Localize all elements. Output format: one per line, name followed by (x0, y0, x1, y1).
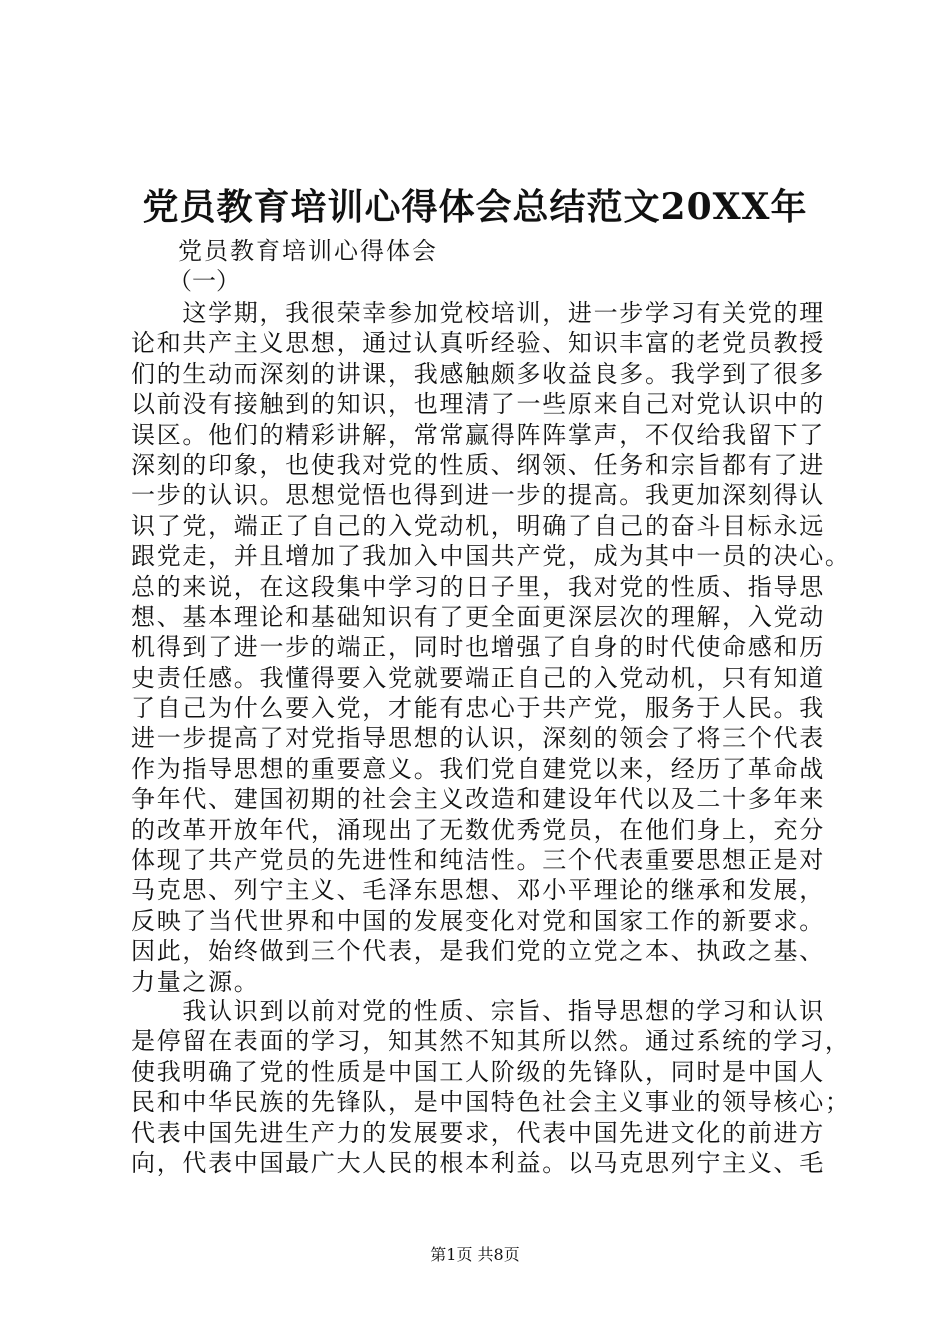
paragraph-line: 以前没有接触到的知识，也理清了一些原来自己对党认识中的 (131, 390, 825, 419)
paragraph-line: 的改革开放年代，涌现出了无数优秀党员，在他们身上，充分 (131, 815, 825, 844)
paragraph-line: 识了党，端正了自己的入党动机，明确了自己的奋斗目标永远 (131, 511, 825, 540)
paragraph-line: 了自己为什么要入党，才能有忠心于共产党，服务于人民。我 (131, 694, 825, 723)
paragraph-line: 我认识到以前对党的性质、宗旨、指导思想的学习和认识 (131, 997, 825, 1025)
paragraph-line: 作为指导思想的重要意义。我们党自建党以来，经历了革命战 (131, 754, 825, 783)
paragraph-line: 深刻的印象，也使我对党的性质、纲领、任务和宗旨都有了进 (131, 450, 825, 479)
paragraph-line: 进一步提高了对党指导思想的认识，深刻的领会了将三个代表 (131, 724, 825, 753)
paragraph-line: 总的来说，在这段集中学习的日子里，我对党的性质、指导思 (131, 572, 825, 601)
paragraph-line: 体现了共产党员的先进性和纯洁性。三个代表重要思想正是对 (131, 846, 825, 875)
paragraph-line: 史责任感。我懂得要入党就要端正自己的入党动机，只有知道 (131, 663, 825, 692)
paragraph-line: 反映了当代世界和中国的发展变化对党和国家工作的新要求。 (131, 906, 825, 935)
paragraph-line: 这学期，我很荣幸参加党校培训，进一步学习有关党的理 (131, 299, 825, 327)
paragraph-line: 因此，始终做到三个代表，是我们党的立党之本、执政之基、 (131, 937, 825, 966)
paragraph-line: 使我明确了党的性质是中国工人阶级的先锋队，同时是中国人 (131, 1057, 825, 1086)
paragraph-line: 论和共产主义思想，通过认真听经验、知识丰富的老党员教授 (131, 329, 825, 358)
paragraph-line: 民和中华民族的先锋队，是中国特色社会主义事业的领导核心； (131, 1088, 851, 1117)
paragraph-line: 是停留在表面的学习，知其然不知其所以然。通过系统的学习， (131, 1027, 851, 1056)
paragraph-line: 马克思、列宁主义、毛泽东思想、邓小平理论的继承和发展， (131, 876, 825, 905)
paragraph-line: 误区。他们的精彩讲解，常常赢得阵阵掌声，不仅给我留下了 (131, 420, 825, 449)
paragraph-line: 们的生动而深刻的讲课，我感触颇多收益良多。我学到了很多 (131, 359, 825, 388)
section-label: （一） (168, 267, 240, 295)
paragraph-line: 机得到了进一步的端正，同时也增强了自身的时代使命感和历 (131, 633, 825, 662)
paragraph-line: 向，代表中国最广大人民的根本利益。以马克思列宁主义、毛 (131, 1148, 825, 1177)
page-number-footer: 第1页 共8页 (430, 1245, 520, 1264)
document-title: 党员教育培训心得体会总结范文20XX年 (142, 186, 808, 228)
paragraph-1 (131, 298, 851, 997)
paragraph-line: 力量之源。 (131, 967, 260, 996)
paragraph-line: 一步的认识。思想觉悟也得到进一步的提高。我更加深刻得认 (131, 481, 825, 510)
paragraph-line: 争年代、建国初期的社会主义改造和建设年代以及二十多年来 (131, 785, 825, 814)
paragraph-line: 跟党走，并且增加了我加入中国共产党，成为其中一员的决心。 (131, 542, 851, 571)
document-subtitle: 党员教育培训心得体会 (178, 237, 438, 265)
paragraph-line: 想、基本理论和基础知识有了更全面更深层次的理解，入党动 (131, 602, 825, 631)
paragraph-2 (131, 996, 851, 1178)
paragraph-line: 代表中国先进生产力的发展要求，代表中国先进文化的前进方 (131, 1118, 825, 1147)
